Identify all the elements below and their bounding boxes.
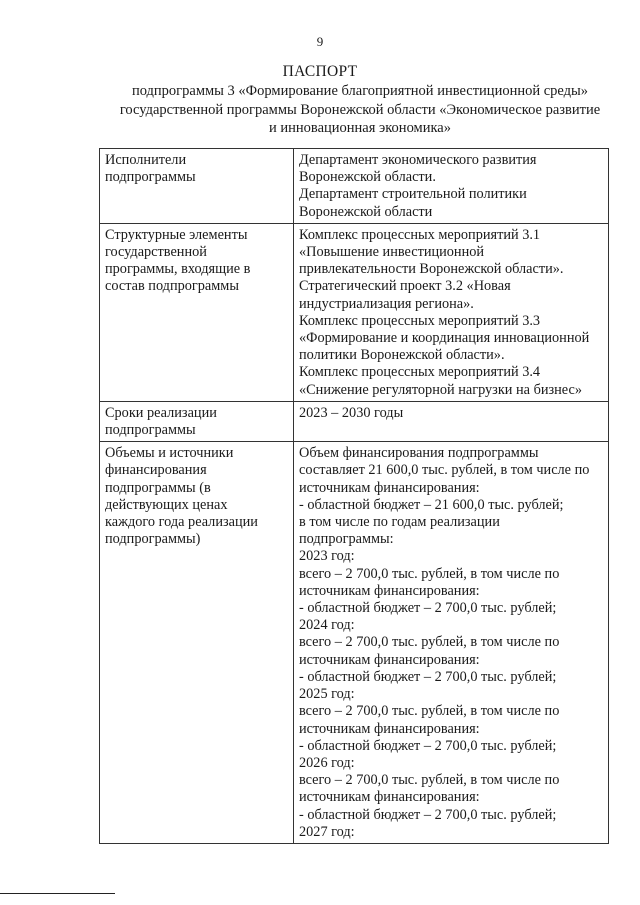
content-line: всего – 2 700,0 тыс. рублей, в том числе по <box>299 634 560 651</box>
table-row-financing <box>100 442 609 844</box>
content-line: - областной бюджет – 2 700,0 тыс. рублей; <box>299 806 557 823</box>
label-line: государственной <box>105 244 207 261</box>
row-content <box>294 223 609 401</box>
label-line: подпрограммы <box>105 422 196 439</box>
content-line: всего – 2 700,0 тыс. рублей, в том числе по <box>299 772 560 789</box>
content-line: «Повышение инвестиционной <box>299 244 485 261</box>
content-line: - областной бюджет – 21 600,0 тыс. рублей; <box>299 496 564 513</box>
label-line: финансирования <box>105 462 207 479</box>
passport-table <box>99 148 609 844</box>
label-line: подпрограммы) <box>105 531 201 548</box>
row-label <box>100 401 294 441</box>
content-line: источникам финансирования: <box>299 720 480 737</box>
row-label <box>100 223 294 401</box>
label-line: подпрограммы <box>105 169 196 186</box>
content-line: Департамент строительной политики <box>299 186 527 203</box>
content-line: 2023 – 2030 годы <box>299 404 404 421</box>
content-line: источникам финансирования: <box>299 582 480 599</box>
label-line: подпрограммы (в <box>105 479 211 496</box>
content-line: Воронежской области. <box>299 169 436 186</box>
label-line: Сроки реализации <box>105 404 217 421</box>
page-number: 9 <box>316 34 324 49</box>
content-line: «Снижение регуляторной нагрузки на бизнес» <box>299 381 582 398</box>
content-line: «Формирование и координация инновационной <box>299 330 590 347</box>
content-line: Комплекс процессных мероприятий 3.1 <box>299 226 541 243</box>
content-line: 2027 год: <box>299 823 355 840</box>
label-line: Структурные элементы <box>105 226 248 243</box>
content-line: составляет 21 600,0 тыс. рублей, в том числе по <box>299 462 590 479</box>
label-line: Объемы и источники <box>105 445 234 462</box>
label-line: действующих ценах <box>105 496 228 513</box>
content-line: - областной бюджет – 2 700,0 тыс. рублей; <box>299 737 557 754</box>
content-line: всего – 2 700,0 тыс. рублей, в том числе по <box>299 565 560 582</box>
content-line: 2024 год: <box>299 617 355 634</box>
content-line: - областной бюджет – 2 700,0 тыс. рублей; <box>299 668 557 685</box>
row-label <box>100 149 294 224</box>
content-line: - областной бюджет – 2 700,0 тыс. рублей; <box>299 600 557 617</box>
content-line: Воронежской области <box>299 203 433 220</box>
label-line: состав подпрограммы <box>105 278 239 295</box>
content-line: индустриализация региона». <box>299 295 474 312</box>
subtitle-line: и инновационная экономика» <box>269 120 451 136</box>
content-line: всего – 2 700,0 тыс. рублей, в том числе по <box>299 703 560 720</box>
table-row-implementation-period <box>100 401 609 441</box>
content-line: источникам финансирования: <box>299 789 480 806</box>
content-line: источникам финансирования: <box>299 479 480 496</box>
table-row-executors <box>100 149 609 224</box>
document-title: ПАСПОРТ <box>282 63 358 80</box>
content-line: привлекательности Воронежской области». <box>299 261 564 278</box>
content-line: 2023 год: <box>299 548 355 565</box>
document-subtitle <box>100 82 620 138</box>
content-line: 2026 год: <box>299 754 355 771</box>
row-label <box>100 442 294 844</box>
content-line: Объем финансирования подпрограммы <box>299 445 539 462</box>
content-line: 2025 год: <box>299 686 355 703</box>
footnote-divider <box>0 893 115 894</box>
content-line: источникам финансирования: <box>299 651 480 668</box>
content-line: Стратегический проект 3.2 «Новая <box>299 278 511 295</box>
content-line: Департамент экономического развития <box>299 152 537 168</box>
content-line: Комплекс процессных мероприятий 3.4 <box>299 364 541 381</box>
content-line: в том числе по годам реализации <box>299 514 500 531</box>
content-line: Комплекс процессных мероприятий 3.3 <box>299 312 541 329</box>
subtitle-line: государственной программы Воронежской области «Экономическое развитие <box>119 101 601 118</box>
label-line: каждого года реализации <box>105 514 258 531</box>
label-line: Исполнители <box>105 152 187 168</box>
table-row-structural-elements <box>100 223 609 401</box>
content-line: подпрограммы: <box>299 531 394 548</box>
subtitle-line: подпрограммы 3 «Формирование благоприятной инвестиционной среды» <box>131 83 589 99</box>
content-line: политики Воронежской области». <box>299 347 505 364</box>
row-content <box>294 149 609 224</box>
row-content <box>294 401 609 441</box>
label-line: программы, входящие в <box>105 261 251 278</box>
row-content <box>294 442 609 844</box>
